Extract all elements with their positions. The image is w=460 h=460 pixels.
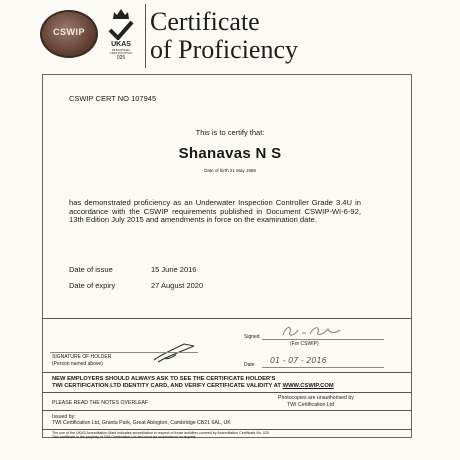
- signed-label: Signed: [244, 334, 260, 340]
- ukas-sub: PERSONNEL CERTIFICATION: [109, 48, 133, 55]
- cert-number: CSWIP CERT NO 107945: [69, 94, 157, 103]
- date-of-issue-label: Date of issue: [69, 265, 113, 274]
- date-of-expiry-value: 27 August 2020: [151, 281, 204, 290]
- cswip-logo-text: CSWIP: [52, 27, 85, 37]
- title-line-2: of Proficiency: [150, 35, 299, 64]
- employer-notice-line-1: NEW EMPLOYERS SHOULD ALWAYS ASK TO SEE THE CERTIFICATE HOLDER'S: [52, 376, 276, 382]
- date-label: Date: [244, 362, 255, 368]
- employer-notice-text: TWI CERTIFICATION LTD IDENTITY CARD, AND VERIFY CERTIFICATE VALIDITY AT: [52, 383, 283, 389]
- cswip-website-link[interactable]: WWW.CSWIP.COM: [282, 383, 334, 389]
- certificate-header: [0, 0, 460, 72]
- photocopies-line-2: TWI Certification Ltd: [287, 402, 334, 408]
- date-of-expiry-label: Date of expiry: [69, 281, 116, 290]
- person-named-label: (Person named above): [52, 361, 103, 367]
- proficiency-statement: has demonstrated proficiency as an Underwater Inspection Controller Grade 3.4U in accordance with the CSWIP requirements published in Document CSWIP-WI-6-92, 13th Edition July 2015 and amendments in force on the examination date.: [69, 198, 361, 225]
- holder-signature-label: SIGNATURE OF HOLDER: [52, 354, 112, 360]
- cswip-signature: [280, 322, 350, 340]
- header-divider: [145, 4, 146, 68]
- title-line-1: Certificate: [150, 7, 260, 36]
- for-cswip-label: (For CSWIP): [290, 341, 319, 347]
- crown-icon: [112, 8, 130, 20]
- fineprint-line-2: This certificate is the property of TWI Certification Ltd and must be surrendered on request: [52, 435, 196, 439]
- ukas-number: 025: [116, 55, 126, 61]
- photocopies-line-1: Photocopies are unauthorised by: [278, 395, 354, 401]
- fineprint-line-1: The use of the UKAS Accreditation Mark indicates accreditation in respect of those activities covered by Accreditation Certificate No. 025: [52, 431, 269, 435]
- date-of-birth: Date of birth 21 May 1988: [204, 168, 256, 173]
- certificate-title: [150, 8, 298, 64]
- notes-top-divider: [42, 392, 412, 393]
- employer-notice-line-2: [52, 383, 334, 389]
- ukas-logo: [104, 8, 138, 62]
- ukas-text: UKAS: [111, 41, 131, 48]
- date-of-issue-value: 15 June 2016: [151, 265, 197, 274]
- holder-name: Shanavas N S: [178, 145, 282, 162]
- holder-signature-line: [50, 352, 198, 353]
- issued-by-label: Issued by:: [52, 414, 76, 420]
- date-line: [262, 367, 384, 368]
- issuer-address: TWI Certification Ltd, Granta Park, Great Abington, Cambridge CB21 6AL, UK: [52, 420, 231, 426]
- notes-overleaf: PLEASE READ THE NOTES OVERLEAF: [52, 400, 149, 406]
- cswip-logo: [40, 10, 98, 58]
- issuer-top-divider: [42, 410, 412, 411]
- signature-top-divider: [42, 318, 412, 319]
- signed-date: 01 - 07 - 2016: [270, 356, 327, 365]
- fineprint-top-divider: [42, 429, 412, 430]
- tick-icon: [108, 20, 134, 40]
- certify-text: This is to certify that:: [195, 128, 265, 137]
- notice-top-divider: [42, 372, 412, 373]
